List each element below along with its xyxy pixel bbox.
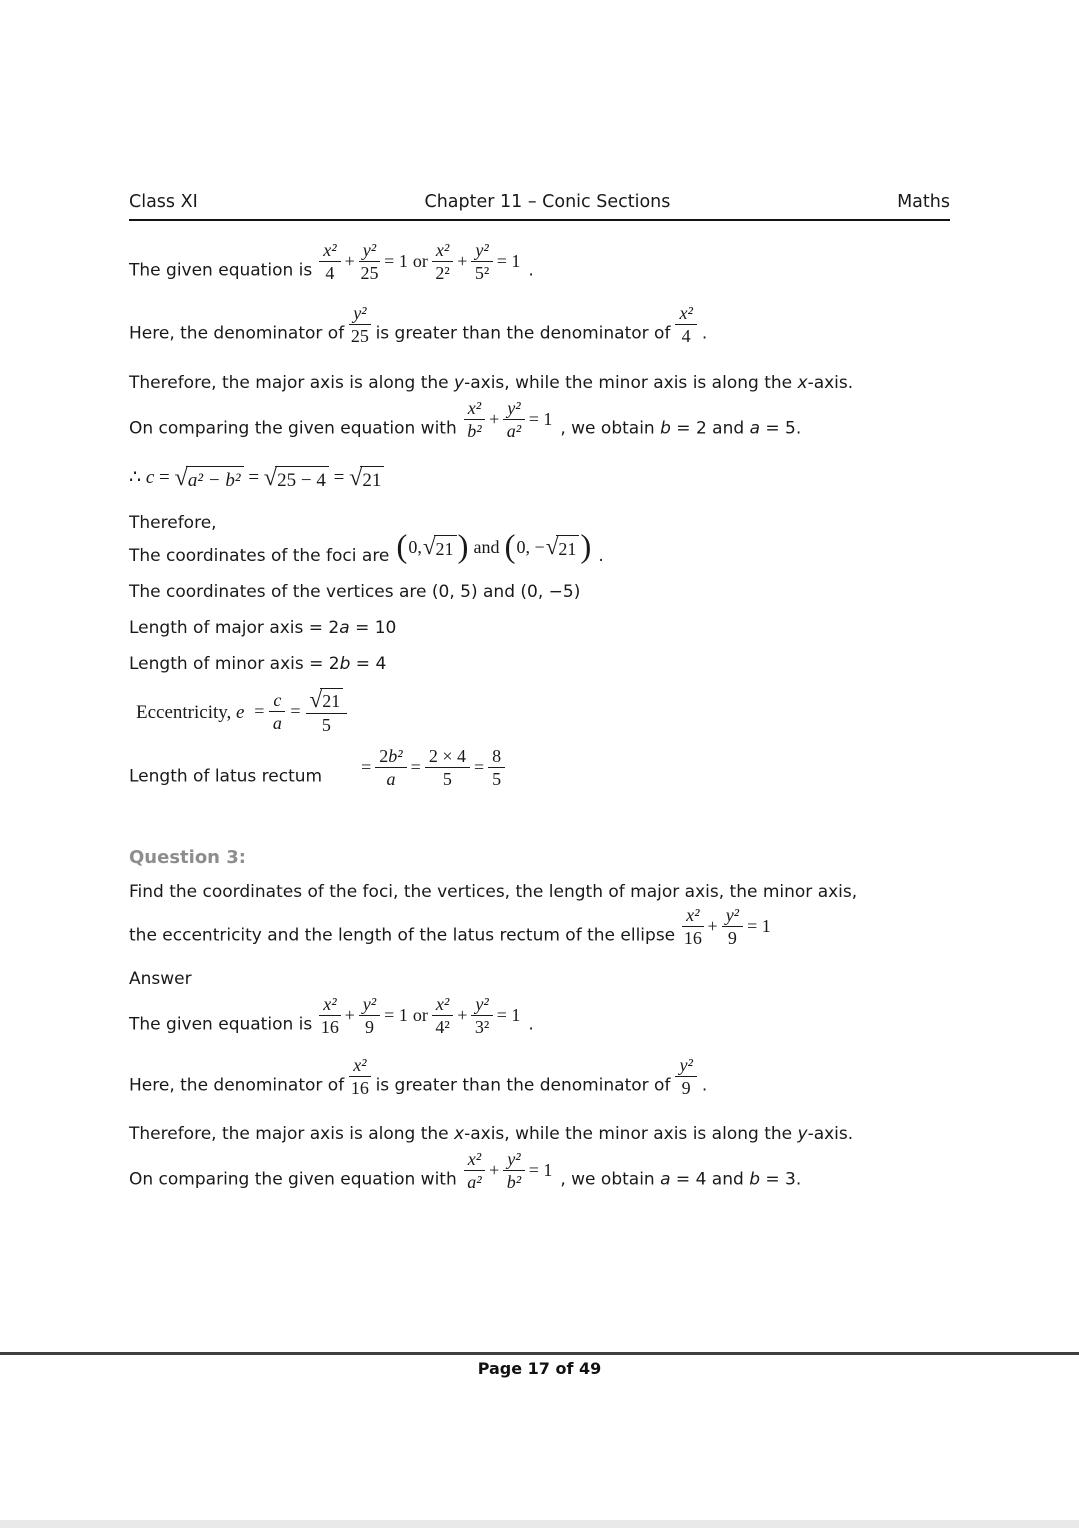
radical-icon: √ bbox=[545, 532, 559, 559]
header-class: Class XI bbox=[129, 192, 198, 212]
radical-icon: √ bbox=[263, 463, 278, 491]
body-text: is greater than the denominator of bbox=[375, 1075, 671, 1096]
fraction: $\frac{\text{y²}}{25}$ bbox=[350, 303, 369, 347]
body-text: Here, the denominator of bbox=[129, 1075, 345, 1096]
sqrt-21: √ 21 bbox=[310, 688, 344, 711]
equals-one: = 1 bbox=[747, 916, 771, 937]
fraction: √ 21 5 bbox=[306, 688, 348, 735]
equals-sign: = bbox=[473, 757, 485, 778]
plus-sign: + bbox=[344, 251, 355, 272]
body-text: , we obtain bbox=[560, 418, 661, 439]
equals-sign: = bbox=[361, 757, 372, 778]
radical-icon: √ bbox=[349, 463, 363, 491]
math-text: 0, − bbox=[516, 537, 545, 558]
radical-icon: √ bbox=[174, 463, 188, 491]
plus-sign: + bbox=[707, 916, 718, 937]
question-3-text-line2 bbox=[129, 905, 950, 957]
fraction: $\frac{\text{x²}}{4}$ bbox=[319, 240, 340, 283]
equals-sign: = bbox=[410, 757, 421, 778]
body-text: is greater than the denominator of bbox=[375, 323, 671, 344]
and-text: and bbox=[473, 537, 500, 558]
body-text: The given equation is bbox=[129, 260, 313, 281]
body-text: the eccentricity and the length of the latus rectum of the ellipse bbox=[129, 925, 676, 946]
sentence-period: . bbox=[528, 260, 534, 281]
paragraph-denominator-compare-2 bbox=[129, 1054, 950, 1107]
page-number: Page 17 of 49 bbox=[477, 1359, 602, 1378]
body-text: = 5. bbox=[760, 418, 802, 439]
body-text: The coordinates of the foci are bbox=[129, 545, 390, 566]
body-text: Length of major axis = 2 bbox=[129, 617, 340, 638]
close-paren: ) bbox=[580, 528, 592, 565]
equals-one: = 1 bbox=[384, 251, 408, 272]
equals-one: = 1 bbox=[496, 1004, 521, 1025]
math-var-y: y bbox=[454, 372, 465, 393]
question-3-text-line1 bbox=[129, 881, 950, 904]
paragraph-denominator-compare-1 bbox=[129, 303, 950, 355]
paragraph-comparison-2 bbox=[129, 1149, 950, 1201]
paragraph-therefore bbox=[129, 512, 950, 535]
math-var-y: y bbox=[797, 1124, 808, 1145]
body-text: Here, the denominator of bbox=[129, 323, 345, 344]
paragraph-minor-axis bbox=[129, 653, 950, 676]
paragraph-comparison-1 bbox=[129, 397, 950, 450]
header-subject: Maths bbox=[897, 192, 950, 212]
fraction: $\frac{\text{y²}}{9}$ bbox=[722, 905, 743, 948]
math-fraction-x2-16 bbox=[349, 1055, 370, 1098]
fraction: $\frac{\text{x²}}{4}$ bbox=[675, 303, 696, 346]
header-chapter-title: Chapter 11 – Conic Sections bbox=[424, 192, 671, 212]
body-text: Length of minor axis = 2 bbox=[129, 653, 340, 674]
body-text: -axis. bbox=[807, 372, 854, 393]
equals-sign: = bbox=[333, 466, 345, 488]
math-ellipse-equation-2 bbox=[319, 994, 521, 1037]
body-text: -axis, while the minor axis is along the bbox=[464, 1124, 798, 1145]
fraction: $\frac{\text{y²}}{9}$ bbox=[675, 1055, 696, 1098]
question-3-heading bbox=[129, 846, 950, 869]
paragraph-axes-conclusion-2 bbox=[129, 1123, 950, 1146]
math-ellipse-equation-1 bbox=[319, 240, 521, 283]
equals-one: = 1 bbox=[528, 1160, 553, 1181]
math-eccentricity-value bbox=[253, 685, 347, 735]
fraction: $\frac{\text{y²}}{25}$ bbox=[360, 240, 379, 284]
plus-sign: + bbox=[344, 1004, 355, 1025]
plus-sign: + bbox=[457, 251, 468, 272]
plus-sign: + bbox=[489, 1160, 500, 1181]
body-text: On comparing the given equation with bbox=[129, 418, 457, 439]
body-text: = 10 bbox=[349, 617, 397, 638]
math-standard-form-1 bbox=[464, 398, 554, 441]
fraction: $\frac{\text{y²}}{\text{3²}}$ bbox=[471, 994, 492, 1037]
therefore-symbol: ∴ bbox=[129, 466, 142, 488]
fraction: $\frac{c}{a}$ bbox=[269, 690, 285, 733]
math-var-x: x bbox=[454, 1124, 465, 1145]
math-latus-rectum-value bbox=[360, 746, 505, 789]
close-paren: ) bbox=[457, 528, 469, 565]
math-var-a: a bbox=[339, 617, 350, 638]
body-text: = 3. bbox=[760, 1169, 802, 1190]
body-text: Answer bbox=[129, 968, 192, 989]
fraction: $\frac{\text{x²}}{16}$ bbox=[683, 905, 702, 949]
math-fraction-x2-4 bbox=[675, 303, 696, 346]
math-var-a: a bbox=[660, 1169, 671, 1190]
math-foci-coordinates bbox=[396, 528, 592, 565]
body-text: = 4 bbox=[350, 653, 387, 674]
answer-label bbox=[129, 968, 950, 991]
fraction: $\frac{\text{y²}}{\text{b²}}$ bbox=[503, 1149, 524, 1192]
sqrt-21: √ 21 bbox=[546, 535, 580, 561]
math-line-c-value bbox=[129, 463, 950, 492]
fraction: $\frac{2 \times 4}{5}$ bbox=[425, 746, 470, 789]
paragraph-given-equation-1 bbox=[129, 240, 950, 292]
body-text: Find the coordinates of the foci, the vertices, the length of major axis, the minor axis, bbox=[129, 882, 858, 903]
heading-text: Question 3: bbox=[129, 847, 246, 869]
math-fraction-y2-25 bbox=[349, 303, 370, 346]
math-var-e: e bbox=[236, 701, 245, 723]
math-var-b: b bbox=[660, 418, 671, 439]
page-header bbox=[129, 192, 950, 221]
fraction: $\frac{\text{x²}}{\text{2²}}$ bbox=[432, 240, 453, 283]
open-paren: ( bbox=[396, 528, 408, 565]
fraction: $\frac{\text{x²}}{\text{b²}}$ bbox=[464, 398, 485, 441]
plus-sign: + bbox=[489, 408, 500, 429]
fraction: $\frac{\text{y²}}{\text{5²}}$ bbox=[471, 240, 492, 283]
sqrt-21: √ 21 bbox=[349, 466, 384, 492]
sentence-period: . bbox=[528, 1014, 534, 1035]
fraction: $\frac{\text{x²}}{16}$ bbox=[320, 993, 339, 1037]
equals-one: = 1 bbox=[384, 1004, 408, 1025]
or-text: or bbox=[412, 251, 428, 272]
math-var-b2: b² bbox=[388, 745, 403, 766]
math-ellipse-q3 bbox=[682, 905, 772, 948]
fraction: $\frac{8}{5}$ bbox=[488, 746, 505, 789]
body-text: -axis, while the minor axis is along the bbox=[464, 372, 798, 393]
paragraph-major-axis bbox=[129, 617, 950, 640]
math-var-c: c bbox=[145, 466, 155, 488]
math-line-eccentricity bbox=[129, 685, 950, 737]
paragraph-given-equation-2 bbox=[129, 993, 950, 1046]
body-text: , we obtain bbox=[560, 1169, 661, 1190]
body-text: The coordinates of the vertices are (0, 5) and (0, −5) bbox=[129, 581, 581, 602]
equals-sign: = bbox=[290, 700, 301, 721]
body-text: Therefore, the major axis is along the bbox=[129, 372, 455, 393]
paragraph-vertices bbox=[129, 581, 950, 604]
sentence-period: . bbox=[701, 323, 708, 344]
fraction: $\frac{\text{2b²}}{a}$ bbox=[375, 746, 406, 789]
open-paren: ( bbox=[504, 528, 516, 565]
radical-icon: √ bbox=[422, 532, 436, 559]
fraction: $\frac{\text{x²}}{\text{a²}}$ bbox=[464, 1149, 485, 1192]
paragraph-axes-conclusion-1 bbox=[129, 372, 950, 395]
math-text: 0, bbox=[408, 537, 422, 558]
sentence-period: . bbox=[598, 545, 604, 566]
body-text: = 4 and bbox=[670, 1169, 750, 1190]
body-text: Eccentricity, bbox=[136, 701, 237, 723]
body-text: Length of latus rectum bbox=[129, 766, 323, 787]
footer-divider bbox=[0, 1352, 1079, 1355]
paragraph-foci bbox=[129, 528, 950, 571]
page-bottom-strip bbox=[0, 1520, 1079, 1528]
fraction: $\frac{\text{x²}}{\text{4²}}$ bbox=[432, 994, 453, 1037]
sentence-period: . bbox=[701, 1075, 708, 1096]
sqrt-a2-minus-b2: √ a² − b² bbox=[175, 466, 244, 492]
body-text: The given equation is bbox=[129, 1014, 313, 1035]
math-var-a: a bbox=[749, 418, 760, 439]
sqrt-21: √ 21 bbox=[423, 535, 457, 561]
math-standard-form-2 bbox=[464, 1149, 554, 1192]
math-text: 2 bbox=[379, 745, 389, 766]
fraction: $\frac{\text{y²}}{\text{a²}}$ bbox=[503, 398, 524, 441]
fraction: $\frac{\text{x²}}{16}$ bbox=[350, 1054, 369, 1099]
equals-sign: = bbox=[248, 466, 260, 488]
equals-one: = 1 bbox=[496, 251, 521, 272]
sqrt-25-minus-4: √ 25 − 4 bbox=[264, 466, 329, 492]
math-var-x: x bbox=[797, 372, 808, 393]
math-fraction-y2-9 bbox=[675, 1055, 696, 1098]
plus-sign: + bbox=[457, 1004, 468, 1025]
body-text: Therefore, bbox=[129, 512, 217, 533]
body-text: On comparing the given equation with bbox=[129, 1169, 457, 1190]
fraction: $\frac{\text{y²}}{9}$ bbox=[359, 994, 380, 1037]
or-text: or bbox=[412, 1004, 428, 1025]
equals-sign: = bbox=[159, 466, 170, 488]
math-var-b: b bbox=[339, 653, 351, 674]
equals-sign: = bbox=[254, 700, 265, 721]
paragraph-latus-rectum bbox=[129, 745, 950, 798]
body-text: Therefore, the major axis is along the bbox=[129, 1124, 455, 1145]
body-text: = 2 and bbox=[670, 418, 750, 439]
math-var-b: b bbox=[749, 1169, 760, 1190]
equals-one: = 1 bbox=[528, 408, 553, 429]
radical-icon: √ bbox=[309, 685, 323, 712]
body-text: -axis. bbox=[807, 1124, 854, 1145]
